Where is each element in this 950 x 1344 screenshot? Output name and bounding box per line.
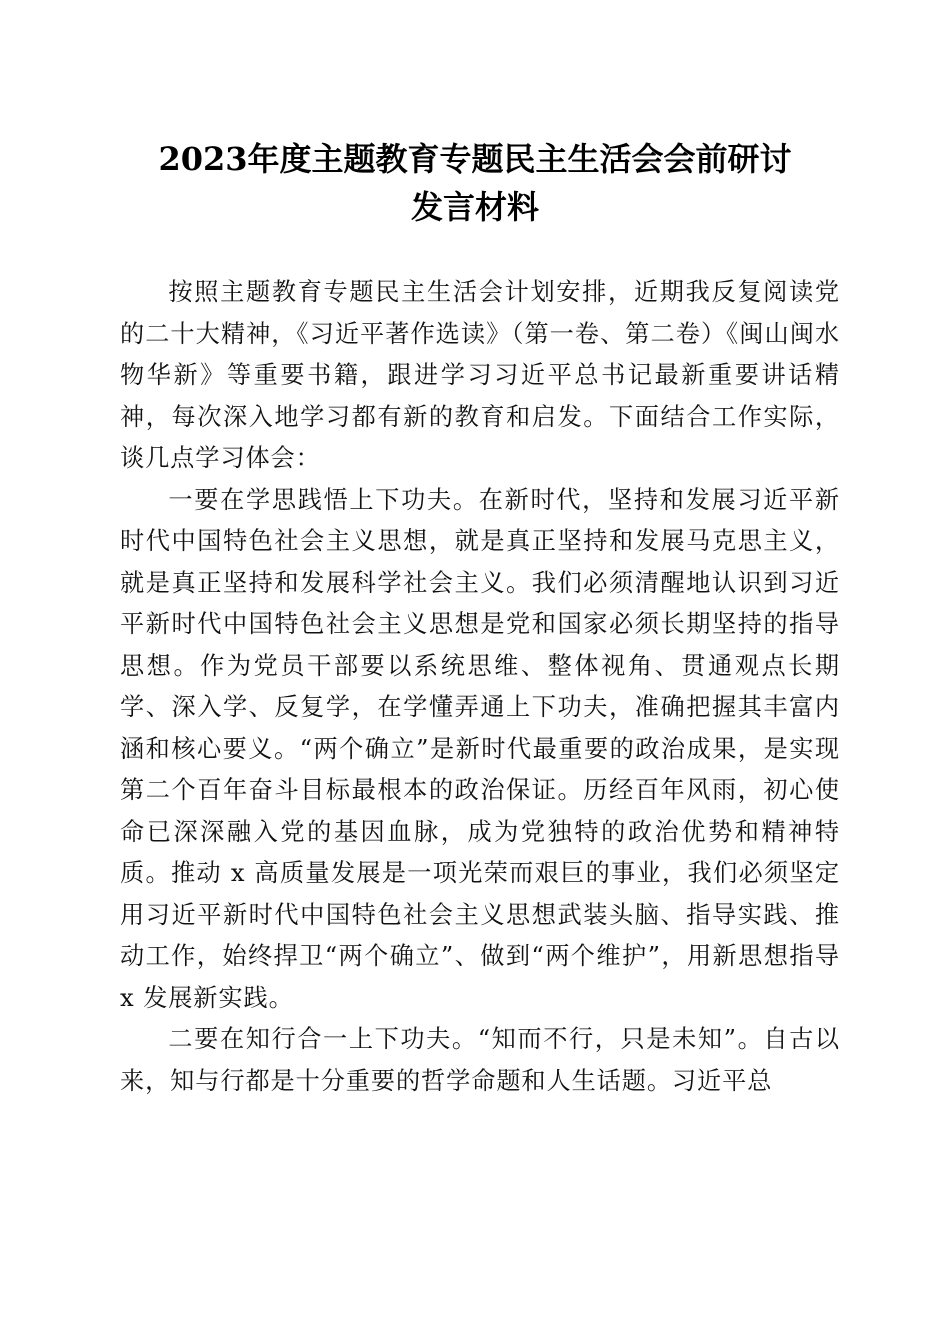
document-title-line-2: 发言材料 (410, 188, 539, 226)
document-body (120, 272, 840, 1102)
document-title-line-1: 2023年度主题教育专题民主生活会会前研讨 (158, 140, 792, 178)
paragraph-point-one: 一要在学思践悟上下功夫。在新时代，坚持和发展习近平新时代中国特色社会主义思想，就是真正坚持和发展马克思主义，就是真正坚持和发展科学社会主义。我们必须清醒地认识到习近平新时代中国特色社会主义思想是党和国家必须长期坚持的指导思想。作为党员干部要以系统思维、整体视角、贯通观点长期学、深入学、反复学，在学懂弄通上下功夫，准确把握其丰富内涵和核心要义。“两个确立”是新时代最重要的政治成果，是实现第二个百年奋斗目标最根本的政治保证。历经百年风雨，初心使命已深深融入党的基因血脉，成为党独特的政治优势和精神特质。推动 x 高质量发展是一项光荣而艰巨的事业，我们必须坚定用习近平新时代中国特色社会主义思想武装头脑、指导实践、推动工作，始终捍卫“两个确立”、做到“两个维护”，用新思想指导 x 发展新实践。 (120, 485, 840, 1012)
paragraph-point-two: 二要在知行合一上下功夫。“知而不行，只是未知”。自古以来，知与行都是十分重要的哲学命题和人生话题。习近平总 (120, 1025, 840, 1095)
paragraph-intro: 按照主题教育专题民主生活会计划安排，近期我反复阅读党的二十大精神，《习近平著作选读》（第一卷、第二卷）《闽山闽水物华新》等重要书籍，跟进学习习近平总书记最新重要讲话精神，每次深入地学习都有新的教育和启发。下面结合工作实际，谈几点学习体会： (120, 278, 840, 472)
